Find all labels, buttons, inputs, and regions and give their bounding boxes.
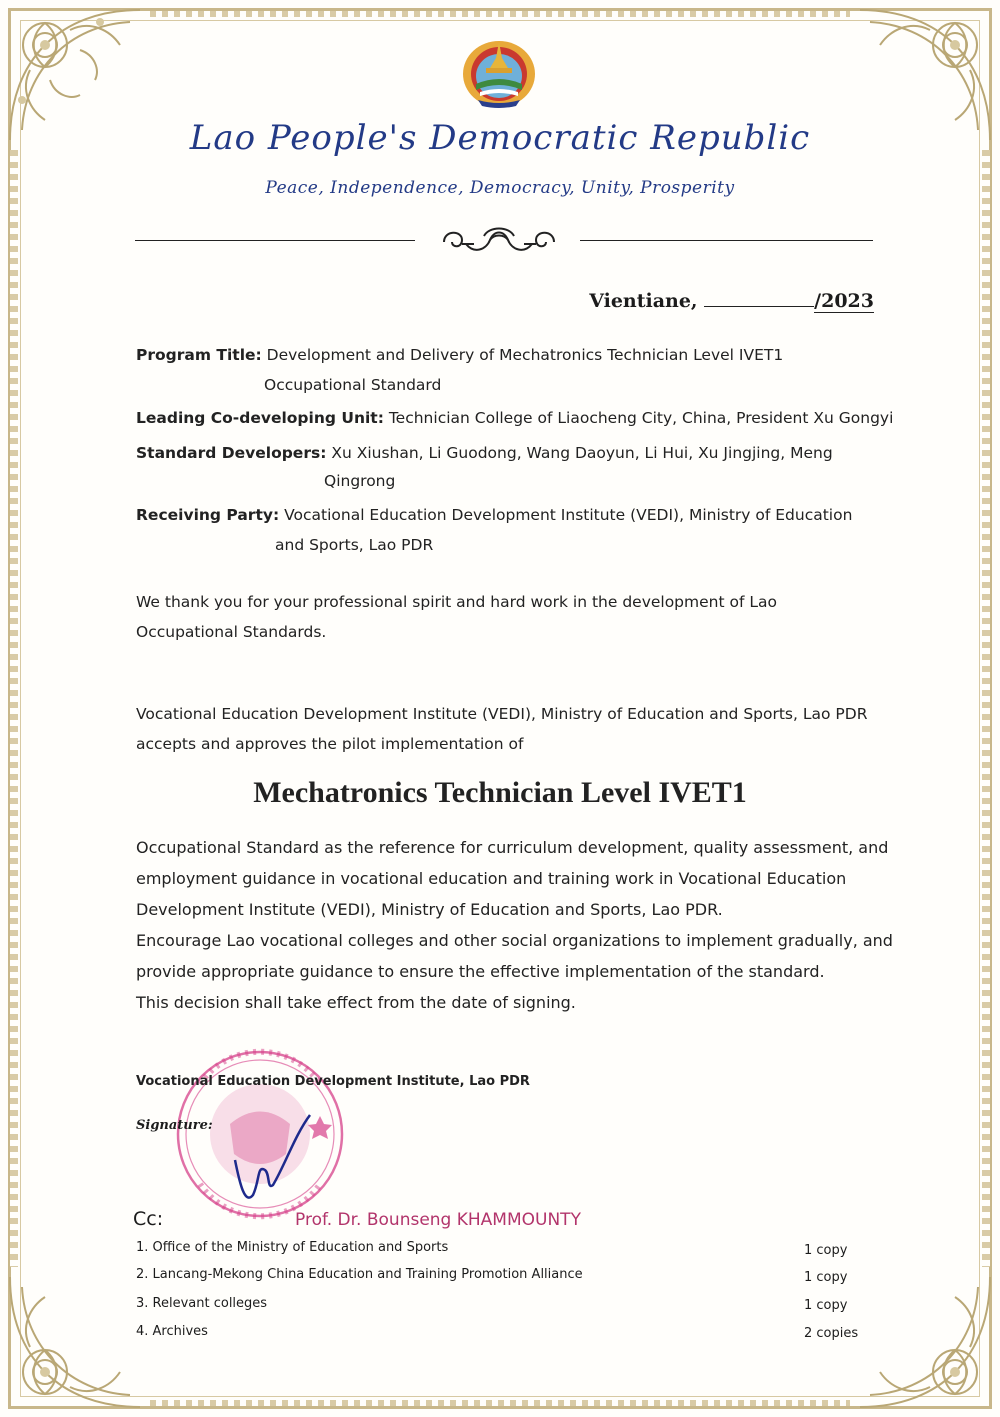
decision-line: employment guidance in vocational education and training work in Vocational Education — [136, 869, 847, 888]
developers-label: Standard Developers: — [136, 444, 327, 462]
date-place: Vientiane, — [589, 290, 698, 312]
decision-line: provide appropriate guidance to ensure the effective implementation of the standard. — [136, 962, 825, 981]
border-side-left — [10, 150, 18, 1267]
divider-swirl-icon — [434, 222, 564, 258]
date-year: /2023 — [814, 290, 874, 312]
header-rule-left — [135, 240, 415, 241]
developers-value-cont: Qingrong — [324, 472, 396, 490]
signatory-name: Prof. Dr. Bounseng KHAMMOUNTY — [295, 1210, 581, 1230]
signing-institute: Vocational Education Development Institute, Lao PDR — [136, 1074, 530, 1089]
cc-copies: 1 copy — [804, 1270, 848, 1285]
decision-line: Development Institute (VEDI), Ministry of Education and Sports, Lao PDR. — [136, 900, 723, 919]
national-emblem-icon — [458, 34, 540, 110]
thanks-line: Occupational Standards. — [136, 623, 327, 641]
thanks-paragraph — [136, 587, 876, 647]
program-title-field — [136, 340, 783, 400]
decision-line: This decision shall take effect from the date of signing. — [136, 993, 576, 1012]
leading-unit-field — [136, 403, 893, 433]
acceptance-paragraph — [136, 699, 876, 759]
acceptance-line: accepts and approves the pilot implementation of — [136, 735, 524, 753]
program-title-value-cont: Occupational Standard — [264, 376, 442, 394]
developers-value: Xu Xiushan, Li Guodong, Wang Daoyun, Li Hui, Xu Jingjing, Meng — [331, 444, 833, 462]
cc-label: Cc: — [133, 1208, 164, 1230]
thanks-line: We thank you for your professional spirit and hard work in the development of Lao — [136, 593, 777, 611]
handwritten-signature-icon — [225, 1110, 315, 1210]
receiving-party-field — [136, 500, 852, 560]
national-motto: Peace, Independence, Democracy, Unity, Prosperity — [265, 178, 735, 198]
cc-item: 3. Relevant colleges — [136, 1296, 268, 1311]
receiving-party-value-cont: and Sports, Lao PDR — [275, 536, 434, 554]
header-rule-right — [580, 240, 873, 241]
corner-ornament-icon — [0, 1267, 150, 1417]
corner-ornament-icon — [850, 1267, 1000, 1417]
cc-item: 1. Office of the Ministry of Education and Sports — [136, 1240, 449, 1255]
cc-item: 2. Lancang-Mekong China Education and Training Promotion Alliance — [136, 1267, 583, 1282]
border-top — [150, 11, 850, 17]
program-title-value: Development and Delivery of Mechatronics Technician Level IVET1 — [266, 346, 784, 364]
date-line — [589, 290, 874, 312]
acceptance-line: Vocational Education Development Institute (VEDI), Ministry of Education and Sports, Lao PDR — [136, 705, 868, 723]
border-bottom — [150, 1400, 850, 1406]
border-side-right — [982, 150, 990, 1267]
date-day-blank — [704, 306, 814, 307]
receiving-party-label: Receiving Party: — [136, 506, 280, 524]
cc-item: 4. Archives — [136, 1324, 208, 1339]
signature-label: Signature: — [136, 1118, 213, 1133]
program-title-label: Program Title: — [136, 346, 262, 364]
country-name: Lao People's Democratic Republic — [189, 118, 811, 158]
cc-copies: 1 copy — [804, 1243, 848, 1258]
decision-line: Occupational Standard as the reference for curriculum development, quality assessment, and — [136, 838, 889, 857]
leading-unit-value: Technician College of Liaocheng City, China, President Xu Gongyi — [388, 409, 894, 427]
leading-unit-label: Leading Co-developing Unit: — [136, 409, 384, 427]
receiving-party-value: Vocational Education Development Institute (VEDI), Ministry of Education — [284, 506, 853, 524]
developers-field — [136, 438, 833, 494]
decision-line: Encourage Lao vocational colleges and other social organizations to implement gradually, and — [136, 931, 893, 950]
standard-title: Mechatronics Technician Level IVET1 — [253, 776, 747, 809]
cc-copies: 2 copies — [804, 1326, 859, 1341]
decision-paragraph — [136, 832, 896, 1018]
cc-copies: 1 copy — [804, 1298, 848, 1313]
